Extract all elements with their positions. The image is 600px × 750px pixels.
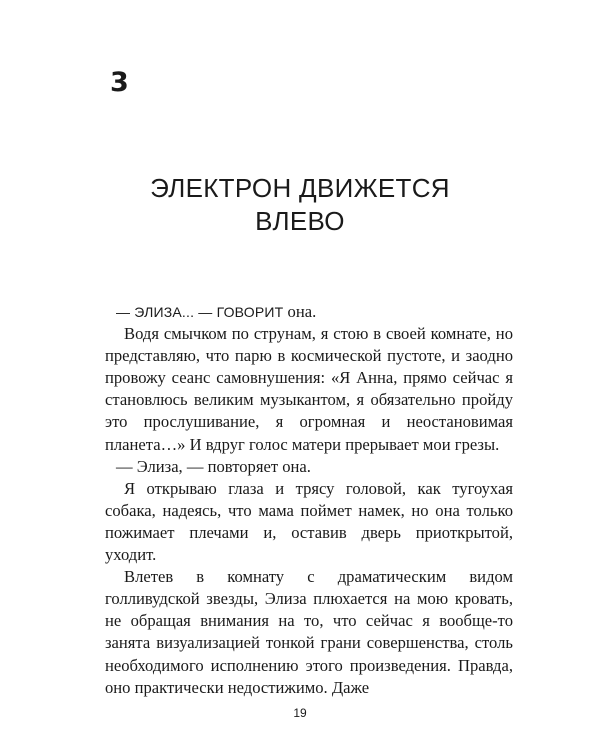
paragraph-3: — Элиза, — повторяет она. xyxy=(116,456,311,476)
paragraph-4: Я открываю глаза и трясу головой, как тугоухая собака, надеясь, что мама поймет намек, но она только пожимает плечами и, оставив дверь приоткрытой, уходит. xyxy=(105,478,513,565)
paragraph-2: Водя смычком по струнам, я стою в своей комнате, но представляю, что парю в космической пустоте, и заодно провожу сеанс самовнушения: «Я Анна, прямо сейчас я становлюсь великим музыкантом, я обязательно пройду это прослушивание, я огромная и неостановимая планета…» И вдруг голос матери прерывает мои грезы. xyxy=(105,324,513,454)
paragraph-1-rest: она. xyxy=(283,302,317,321)
paragraph-1-caps: — ЭЛИЗА... — ГОВОРИТ xyxy=(116,304,284,320)
chapter-title xyxy=(0,172,600,238)
chapter-body xyxy=(105,301,513,699)
chapter-title-line-1: ЭЛЕКТРОН ДВИЖЕТСЯ xyxy=(150,173,450,203)
paragraph-5: Влетев в комнату с драматическим видом голливудской звезды, Элиза плюхается на мою кровать, не обращая внимания на то, что сейчас я вообще-то занята визуализацией тонкой грани совершенства, столь необходимого исполнению этого произведения. Правда, оно практически недостижимо. Даже xyxy=(105,567,513,697)
chapter-number: 3 xyxy=(110,67,129,98)
paragraph-1 xyxy=(105,301,513,323)
page-number: 19 xyxy=(293,706,307,720)
chapter-title-line-2: ВЛЕВО xyxy=(255,206,345,236)
